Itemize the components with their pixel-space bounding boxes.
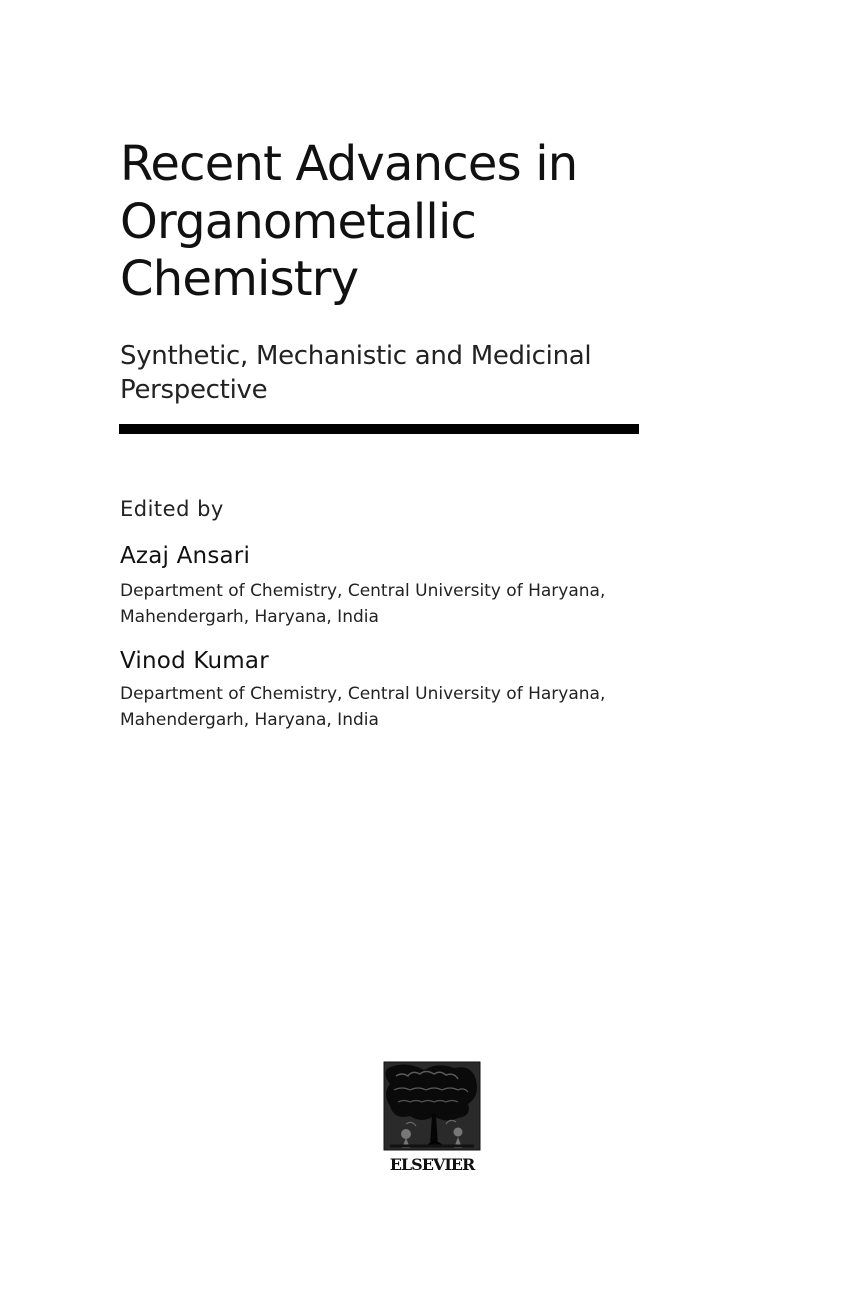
editor-name: Vinod Kumar: [120, 648, 269, 674]
book-title-line-2: Organometallic: [120, 193, 477, 250]
book-subtitle: [120, 339, 720, 407]
book-title: [120, 136, 720, 309]
editor-name: Azaj Ansari: [120, 543, 251, 569]
elsevier-tree-logo-icon: [376, 1058, 488, 1154]
book-subtitle-line-1: Synthetic, Mechanistic and Medicinal: [120, 341, 592, 371]
editor-affiliation: [120, 578, 605, 630]
editor-affiliation-line-2: Mahendergarh, Haryana, India: [120, 607, 379, 627]
editor-affiliation-line-1: Department of Chemistry, Central University of Haryana,: [120, 581, 606, 601]
edited-by-label: Edited by: [120, 497, 224, 521]
elsevier-logo: [376, 1058, 488, 1176]
book-subtitle-line-2: Perspective: [120, 375, 268, 405]
editor-affiliation: [120, 681, 605, 733]
book-title-line-3: Chemistry: [120, 251, 359, 308]
editor-affiliation-line-2: Mahendergarh, Haryana, India: [120, 710, 379, 730]
editor-affiliation-line-1: Department of Chemistry, Central University of Haryana,: [120, 684, 606, 704]
book-title-line-1: Recent Advances in: [120, 136, 578, 192]
title-divider-rule: [119, 424, 639, 434]
elsevier-wordmark: ELSEVIER: [389, 1155, 475, 1174]
